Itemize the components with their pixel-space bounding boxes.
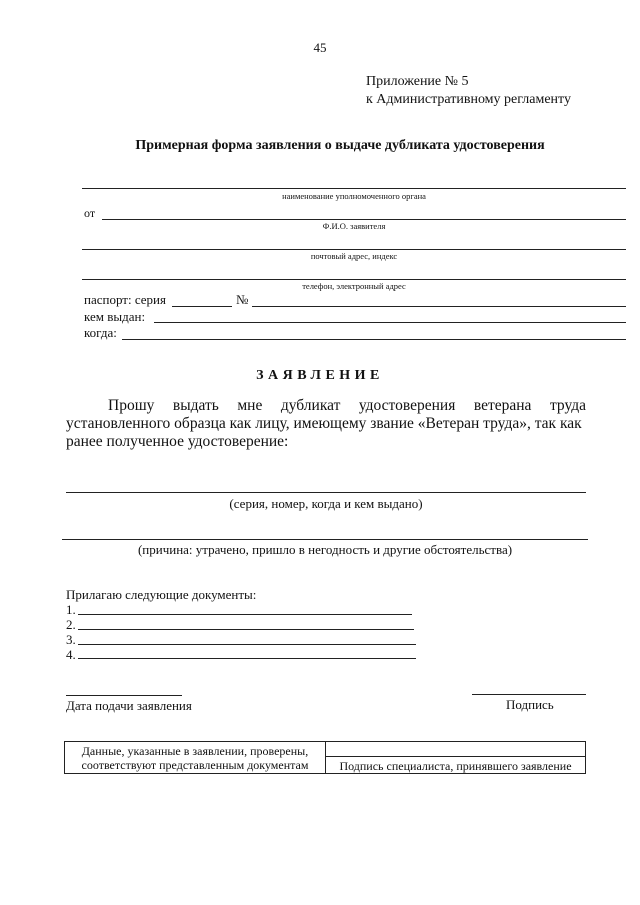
- signature-label: Подпись: [506, 697, 554, 712]
- form-title: Примерная форма заявления о выдаче дубликата удостоверения: [135, 138, 545, 153]
- reason-line[interactable]: [62, 539, 588, 540]
- issued-by-label: кем выдан:: [84, 309, 146, 324]
- applicant-fio-caption: Ф.И.О. заявителя: [322, 221, 386, 231]
- attachment-item-number: 2.: [66, 617, 76, 632]
- specialist-signature-caption: Подпись специалиста, принявшего заявление: [339, 759, 572, 773]
- postal-address-line[interactable]: [82, 249, 626, 250]
- from-label: от: [84, 206, 96, 220]
- applicant-fio-line[interactable]: [102, 219, 626, 220]
- specialist-cell[interactable]: [326, 742, 586, 774]
- statement-line-2: установленного образца как лицу, имеющему звание «Ветеран труда», так как: [66, 415, 582, 432]
- appendix-title: Приложение № 5: [366, 74, 469, 89]
- contacts-line[interactable]: [82, 279, 626, 280]
- date-label: Дата подачи заявления: [66, 698, 192, 713]
- issued-when-line[interactable]: [122, 339, 626, 340]
- attachment-item-line[interactable]: [78, 658, 416, 659]
- statement-heading: ЗАЯВЛЕНИЕ: [256, 368, 384, 383]
- passport-number-label: №: [236, 292, 249, 307]
- postal-address-caption: почтовый адрес, индекс: [310, 251, 398, 261]
- passport-number-line[interactable]: [252, 306, 626, 307]
- appendix-subtitle: к Административному регламенту: [366, 92, 571, 107]
- specialist-signature-field[interactable]: [326, 742, 585, 757]
- attachment-item-line[interactable]: [78, 629, 414, 630]
- attachment-item-line[interactable]: [78, 614, 412, 615]
- certificate-details-line[interactable]: [66, 492, 586, 493]
- verification-table: [64, 741, 586, 774]
- passport-series-label: паспорт: серия: [84, 292, 166, 307]
- attachment-item-number: 3.: [66, 632, 76, 647]
- verification-cell: Данные, указанные в заявлении, проверены, соответствуют представленным документам: [65, 742, 326, 774]
- reason-caption: (причина: утрачено, пришло в негодность и другие обстоятельства): [137, 542, 513, 557]
- organ-name-line[interactable]: [82, 188, 626, 189]
- attachment-item-line[interactable]: [78, 644, 416, 645]
- issued-when-label: когда:: [84, 325, 117, 340]
- issued-by-line[interactable]: [154, 322, 626, 323]
- passport-series-line[interactable]: [172, 306, 232, 307]
- attachments-label: Прилагаю следующие документы:: [66, 587, 257, 602]
- page-number: 45: [313, 40, 327, 55]
- attachment-item-number: 1.: [66, 602, 76, 617]
- certificate-details-caption: (серия, номер, когда и кем выдано): [229, 496, 423, 511]
- signature-line[interactable]: [472, 694, 586, 695]
- statement-line-1: Прошу выдать мне дубликат удостоверения ветерана труда: [108, 397, 586, 414]
- attachment-item-number: 4.: [66, 647, 76, 662]
- statement-line-3: ранее полученное удостоверение:: [66, 433, 289, 450]
- date-line[interactable]: [66, 695, 182, 696]
- contacts-caption: телефон, электронный адрес: [302, 281, 406, 291]
- organ-name-caption: наименование уполномоченного органа: [282, 191, 426, 201]
